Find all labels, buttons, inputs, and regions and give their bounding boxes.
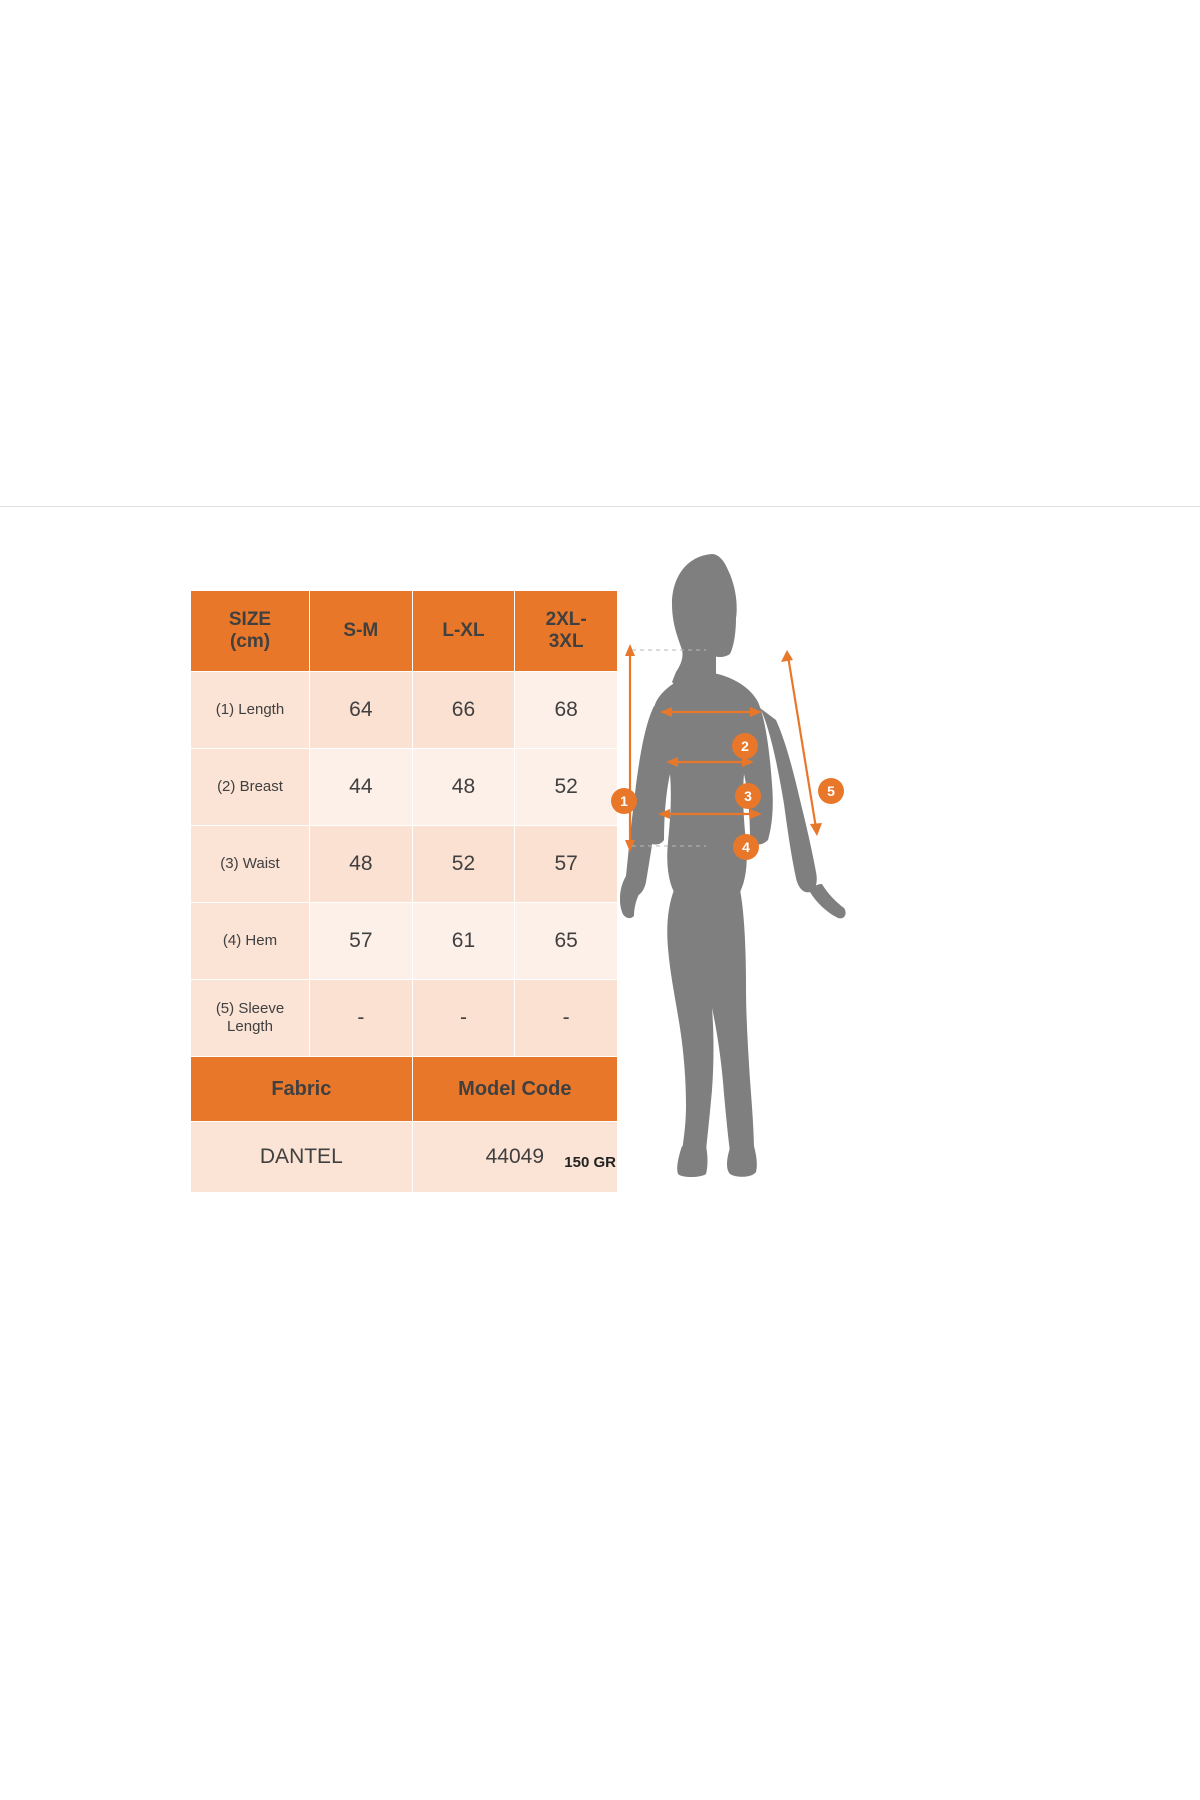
column-header-size-line1: SIZE bbox=[228, 609, 272, 631]
cell-length-sm: 64 bbox=[310, 672, 413, 749]
marker-badge-2: 2 bbox=[732, 733, 758, 759]
column-header-model-code: Model Code bbox=[412, 1057, 617, 1122]
column-header-sm: S-M bbox=[310, 591, 413, 672]
cell-fabric-value: DANTEL bbox=[191, 1122, 413, 1193]
column-header-size bbox=[191, 591, 310, 672]
cell-model-code-value: 44049 bbox=[412, 1122, 617, 1193]
cell-waist-2xl3xl: 57 bbox=[515, 826, 618, 903]
cell-waist-sm: 48 bbox=[310, 826, 413, 903]
size-guide-content bbox=[0, 506, 1200, 1266]
cell-hem-sm: 57 bbox=[310, 903, 413, 980]
table-row bbox=[191, 749, 618, 826]
row-label-sleeve-length: (5) Sleeve Length bbox=[191, 980, 310, 1057]
column-header-2xl3xl: 2XL- 3XL bbox=[515, 591, 618, 672]
cell-sleeve-2xl3xl: - bbox=[515, 980, 618, 1057]
cell-sleeve-lxl: - bbox=[412, 980, 515, 1057]
table-row bbox=[191, 672, 618, 749]
cell-hem-lxl: 61 bbox=[412, 903, 515, 980]
column-header-fabric: Fabric bbox=[191, 1057, 413, 1122]
cell-breast-2xl3xl: 52 bbox=[515, 749, 618, 826]
row-label-waist: (3) Waist bbox=[191, 826, 310, 903]
cell-length-lxl: 66 bbox=[412, 672, 515, 749]
row-label-hem: (4) Hem bbox=[191, 903, 310, 980]
size-chart-table bbox=[190, 590, 618, 1193]
cell-breast-sm: 44 bbox=[310, 749, 413, 826]
marker-badge-4: 4 bbox=[733, 834, 759, 860]
marker-badge-5: 5 bbox=[818, 778, 844, 804]
table-subheader-row bbox=[191, 1057, 618, 1122]
measurement-figure bbox=[620, 546, 950, 1186]
cell-breast-lxl: 48 bbox=[412, 749, 515, 826]
cell-length-2xl3xl: 68 bbox=[515, 672, 618, 749]
table-row bbox=[191, 903, 618, 980]
marker-badge-1: 1 bbox=[611, 788, 637, 814]
column-header-size-line2: (cm) bbox=[229, 631, 271, 652]
table-header-row bbox=[191, 591, 618, 672]
female-silhouette-icon bbox=[620, 546, 950, 1186]
cell-sleeve-sm: - bbox=[310, 980, 413, 1057]
marker-badge-3: 3 bbox=[735, 783, 761, 809]
row-label-length: (1) Length bbox=[191, 672, 310, 749]
table-row bbox=[191, 826, 618, 903]
cell-hem-2xl3xl: 65 bbox=[515, 903, 618, 980]
cell-waist-lxl: 52 bbox=[412, 826, 515, 903]
column-header-lxl: L-XL bbox=[412, 591, 515, 672]
table-row bbox=[191, 980, 618, 1057]
size-chart-table-container bbox=[190, 590, 618, 1193]
garment-weight-note: 150 GR bbox=[564, 1154, 616, 1171]
row-label-breast: (2) Breast bbox=[191, 749, 310, 826]
